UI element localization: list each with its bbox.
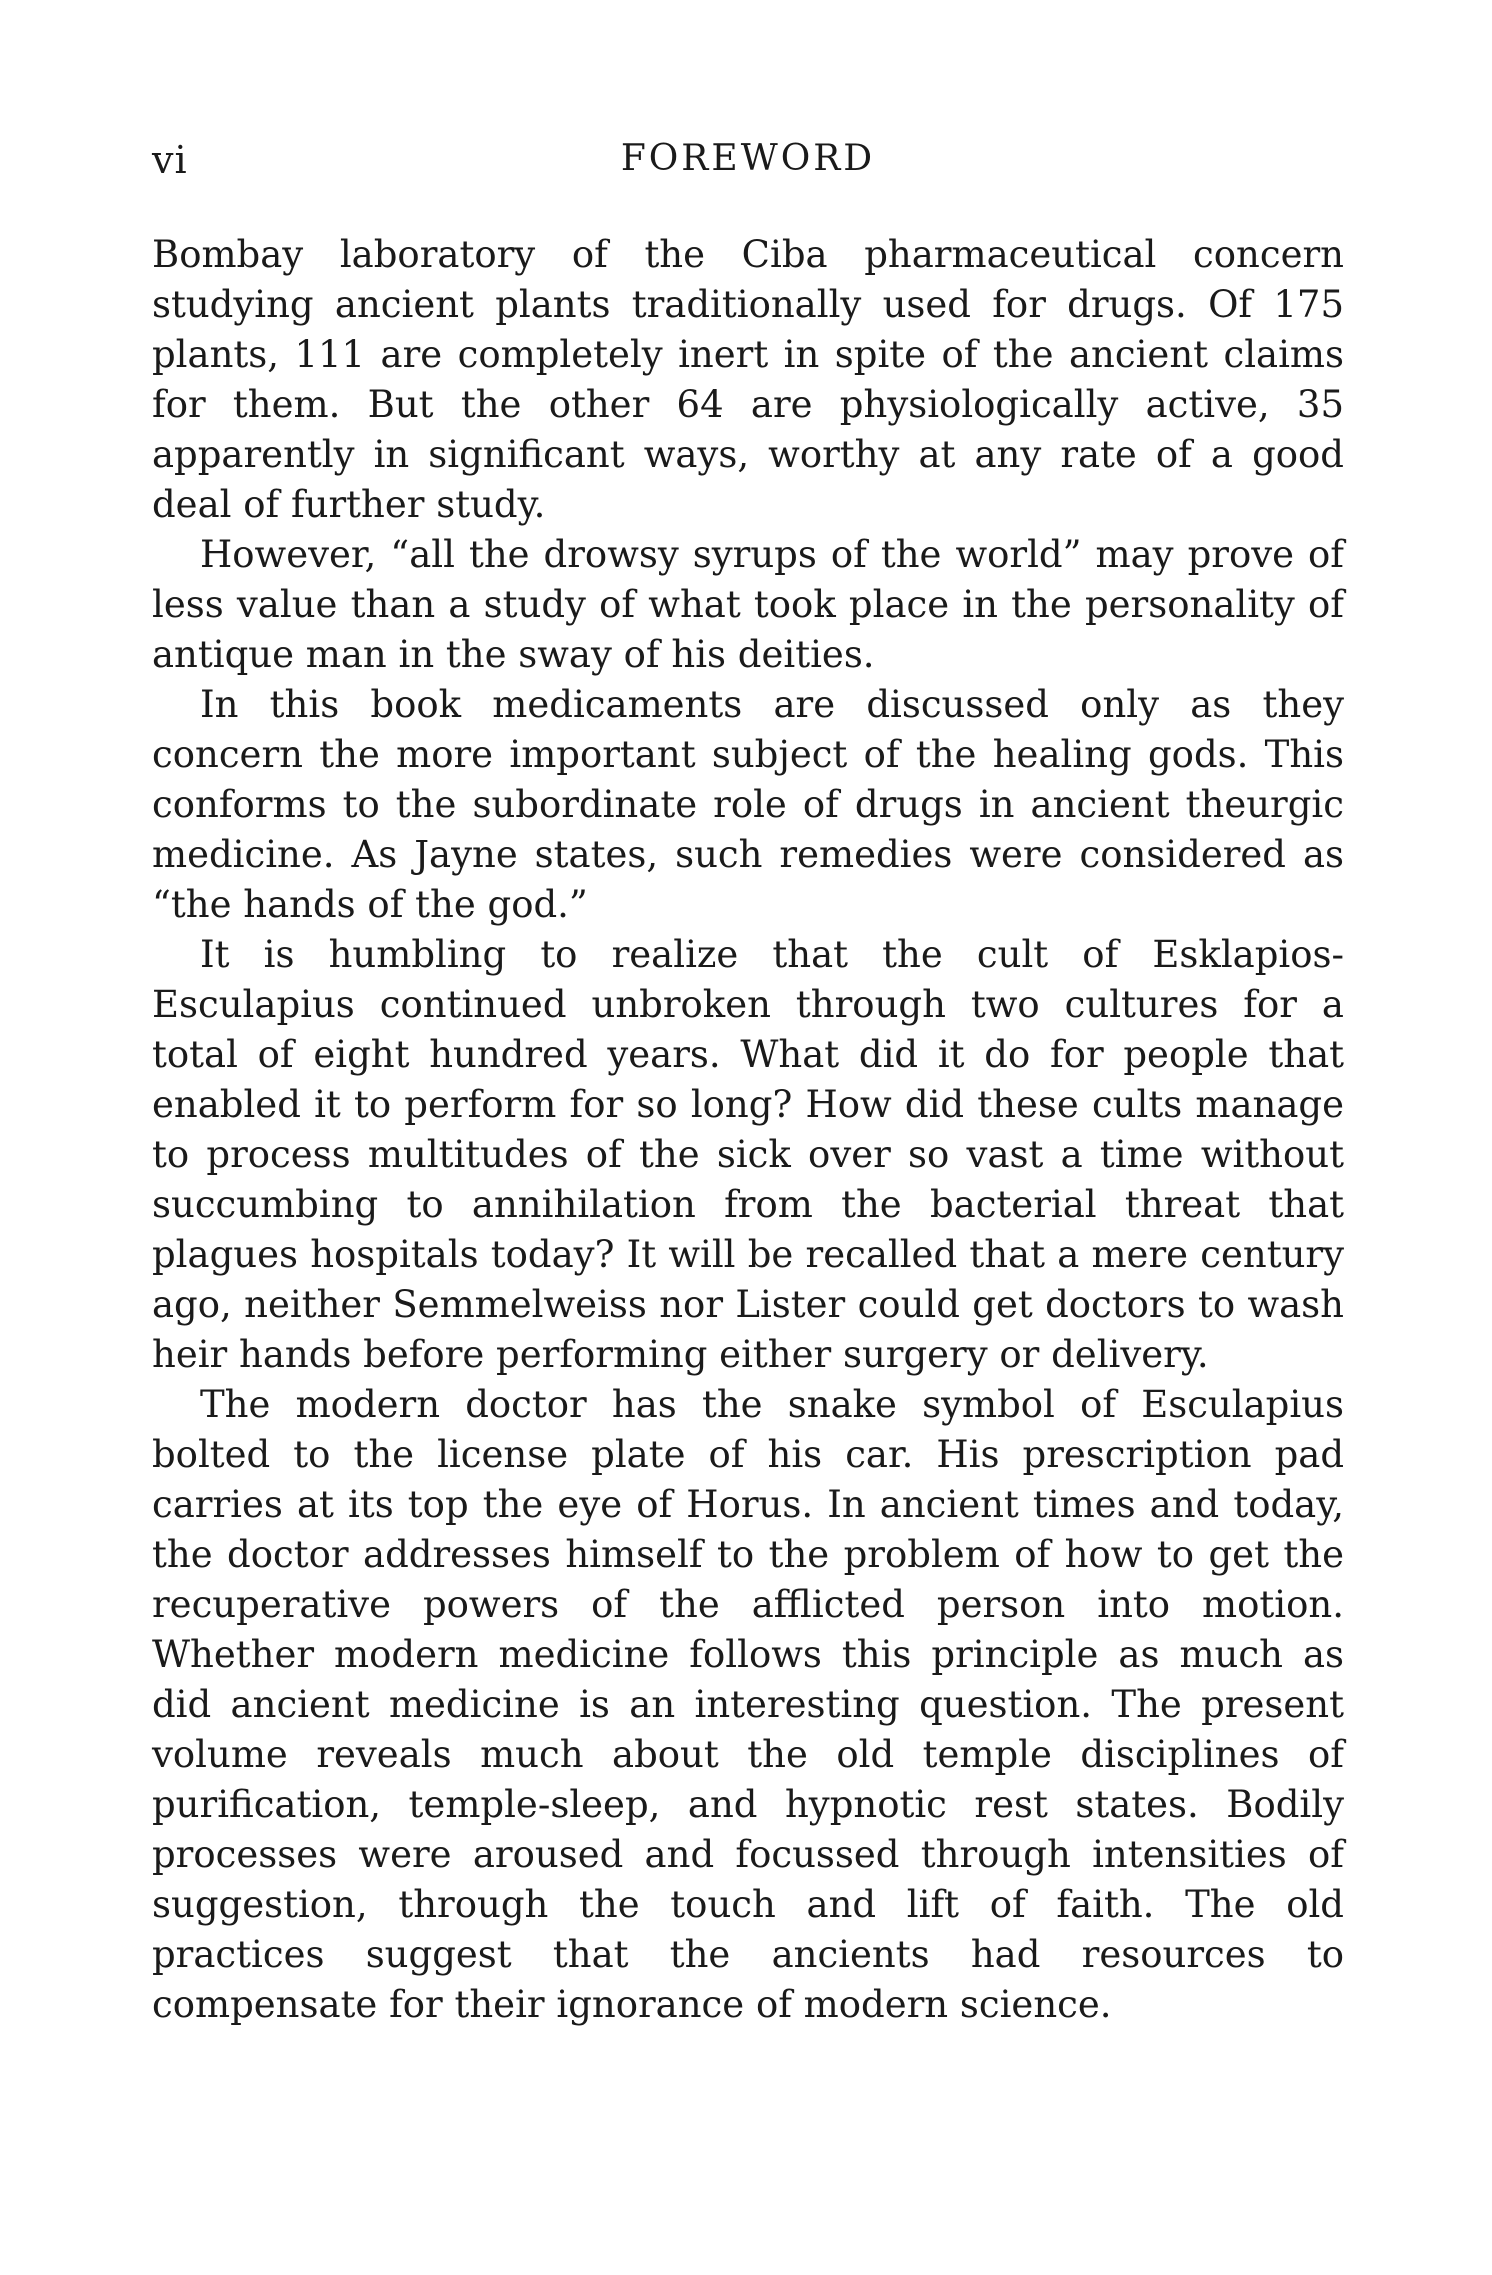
page-number: vi	[152, 138, 188, 182]
paragraph-esklapios-cult: It is humbling to realize that the cult of Esklapios-Esculapius continued unbroken through two cultures for a total of eight hundred years. What did it do for people that enabled it to perform for so long? How did these cults manage to process multitudes of the sick over so vast a time without succumbing to annihilation from the bacterial threat that plagues hospitals today? It will be recalled that a mere century ago, neither Semmelweiss nor Lister could get doctors to wash heir hands before performing either surgery or delivery.	[152, 933, 1344, 1376]
paragraph-medicaments: In this book medicaments are discussed only as they concern the more important subject of the healing gods. This conforms to the subordinate role of drugs in ancient theurgic medicine. As Jayne states, such remedies were considered as “the hands of the god.”	[152, 683, 1344, 926]
running-head	[152, 130, 1344, 202]
paragraph-ciba-study: Bombay laboratory of the Ciba pharmaceutical concern studying ancient plants traditionally used for drugs. Of 175 plants, 111 are completely inert in spite of the ancient claims for them. But the other 64 are physiologically active, 35 apparently in significant ways, worthy at any rate of a good deal of further study.	[152, 233, 1344, 526]
paragraph-drowsy-syrups: However, “all the drowsy syrups of the world” may prove of less value than a study of what took place in the personality of antique man in the sway of his deities.	[152, 533, 1344, 676]
book-page	[152, 130, 1344, 2030]
paragraph-modern-doctor: The modern doctor has the snake symbol of Esculapius bolted to the license plate of his car. His prescription pad carries at its top the eye of Horus. In ancient times and today, the doctor addresses himself to the problem of how to get the recuperative powers of the afflicted person into motion. Whether modern medicine follows this principle as much as did ancient medicine is an interesting question. The present volume reveals much about the old temple disciplines of purification, temple-sleep, and hypnotic rest states. Bodily processes were aroused and focussed through intensities of suggestion, through the touch and lift of faith. The old practices suggest that the ancients had resources to compensate for their ignorance of modern science.	[152, 1383, 1344, 2026]
chapter-title: FOREWORD	[620, 138, 876, 179]
body-text	[152, 230, 1344, 2030]
